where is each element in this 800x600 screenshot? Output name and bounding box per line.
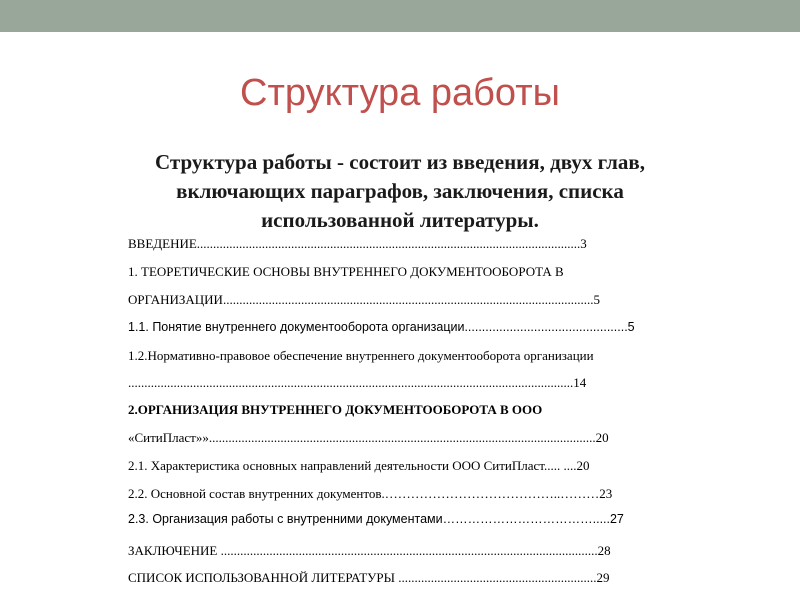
toc-entry-introduction: ВВЕДЕНИЕ......................................................................................................................3 (128, 236, 587, 251)
toc-entry-chapter-2-line1: 2.ОРГАНИЗАЦИЯ ВНУТРЕННЕГО ДОКУМЕНТООБОРОТА В ООО (128, 402, 543, 417)
toc-entry-2-3: 2.3. Организация работы с внутренними документами……………………………….....27 (128, 512, 624, 526)
toc-entry-1-2-line1: 1.2.Нормативно-правовое обеспечение внутреннего документооборота организации (128, 348, 594, 363)
toc-entry-1-2-line2: .........................................................................................................................................14 (128, 375, 587, 390)
toc-entry-conclusion: ЗАКЛЮЧЕНИЕ ....................................................................................................................28 (128, 543, 611, 558)
toc-entry-2-2: 2.2. Основной состав внутренних документов.…………………………………..………23 (128, 486, 613, 501)
toc-entry-chapter-1-line2: ОРГАНИЗАЦИИ..................................................................................................................5 (128, 292, 600, 307)
toc-entry-2-1: 2.1. Характеристика основных направлений деятельности ООО СитиПласт..... ....20 (128, 458, 590, 473)
table-of-contents-image (128, 236, 696, 596)
toc-entry-1-1: 1.1. Понятие внутреннего документооборота организации...............................................5 (128, 320, 635, 334)
toc-entry-bibliography: СПИСОК ИСПОЛЬЗОВАННОЙ ЛИТЕРАТУРЫ .............................................................29 (128, 570, 610, 585)
toc-entry-chapter-2-line2: «СитиПласт»».......................................................................................................................20 (128, 430, 609, 445)
slide-title: Структура работы (240, 72, 560, 114)
toc-entry-chapter-1-line1: 1. ТЕОРЕТИЧЕСКИЕ ОСНОВЫ ВНУТРЕННЕГО ДОКУМЕНТООБОРОТА В (128, 264, 564, 279)
slide-subtitle: Структура работы - состоит из введения, двух глав, включающих параграфов, заключения, списка использованной литературы. (155, 150, 645, 232)
top-decor-band (0, 0, 800, 32)
